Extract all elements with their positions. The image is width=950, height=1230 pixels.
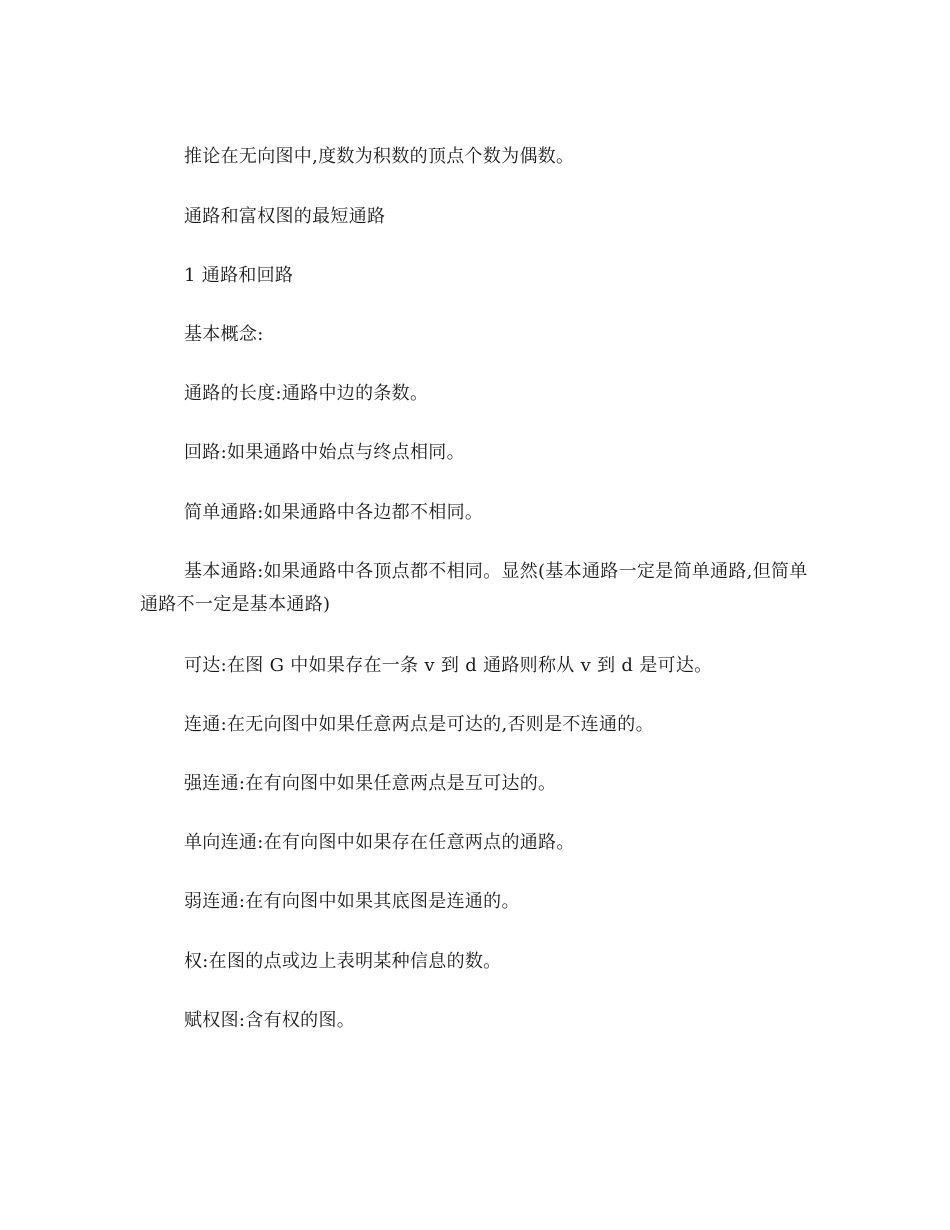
paragraph-reachable: 可达:在图 G 中如果存在一条 v 到 d 通路则称从 v 到 d 是可达。 <box>184 655 713 676</box>
paragraph-path-length: 通路的长度:通路中边的条数。 <box>184 383 429 404</box>
paragraph-weakly-connected: 弱连通:在有向图中如果其底图是连通的。 <box>184 891 520 912</box>
paragraph-basic-concepts: 基本概念: <box>184 324 264 345</box>
paragraph-strongly-connected: 强连通:在有向图中如果任意两点是互可达的。 <box>184 773 557 794</box>
paragraph-corollary: 推论在无向图中,度数为积数的顶点个数为偶数。 <box>184 146 575 167</box>
paragraph-unilaterally-connected: 单向连通:在有向图中如果存在任意两点的通路。 <box>184 832 575 853</box>
paragraph-weight: 权:在图的点或边上表明某种信息的数。 <box>184 951 502 972</box>
paragraph-subsection-heading: 1 通路和回路 <box>184 265 294 286</box>
paragraph-simple-path: 简单通路:如果通路中各边都不相同。 <box>184 502 484 523</box>
paragraph-connected: 连通:在无向图中如果任意两点是可达的,否则是不连通的。 <box>184 714 654 735</box>
paragraph-elementary-path: 基本通路:如果通路中各顶点都不相同。显然(基本通路一定是简单通路,但简单通路不一定是基本通路) <box>140 561 808 615</box>
paragraph-section-heading: 通路和富权图的最短通路 <box>184 206 386 227</box>
paragraph-circuit: 回路:如果通路中始点与终点相同。 <box>184 442 465 463</box>
paragraph-weighted-graph: 赋权图:含有权的图。 <box>184 1010 356 1031</box>
